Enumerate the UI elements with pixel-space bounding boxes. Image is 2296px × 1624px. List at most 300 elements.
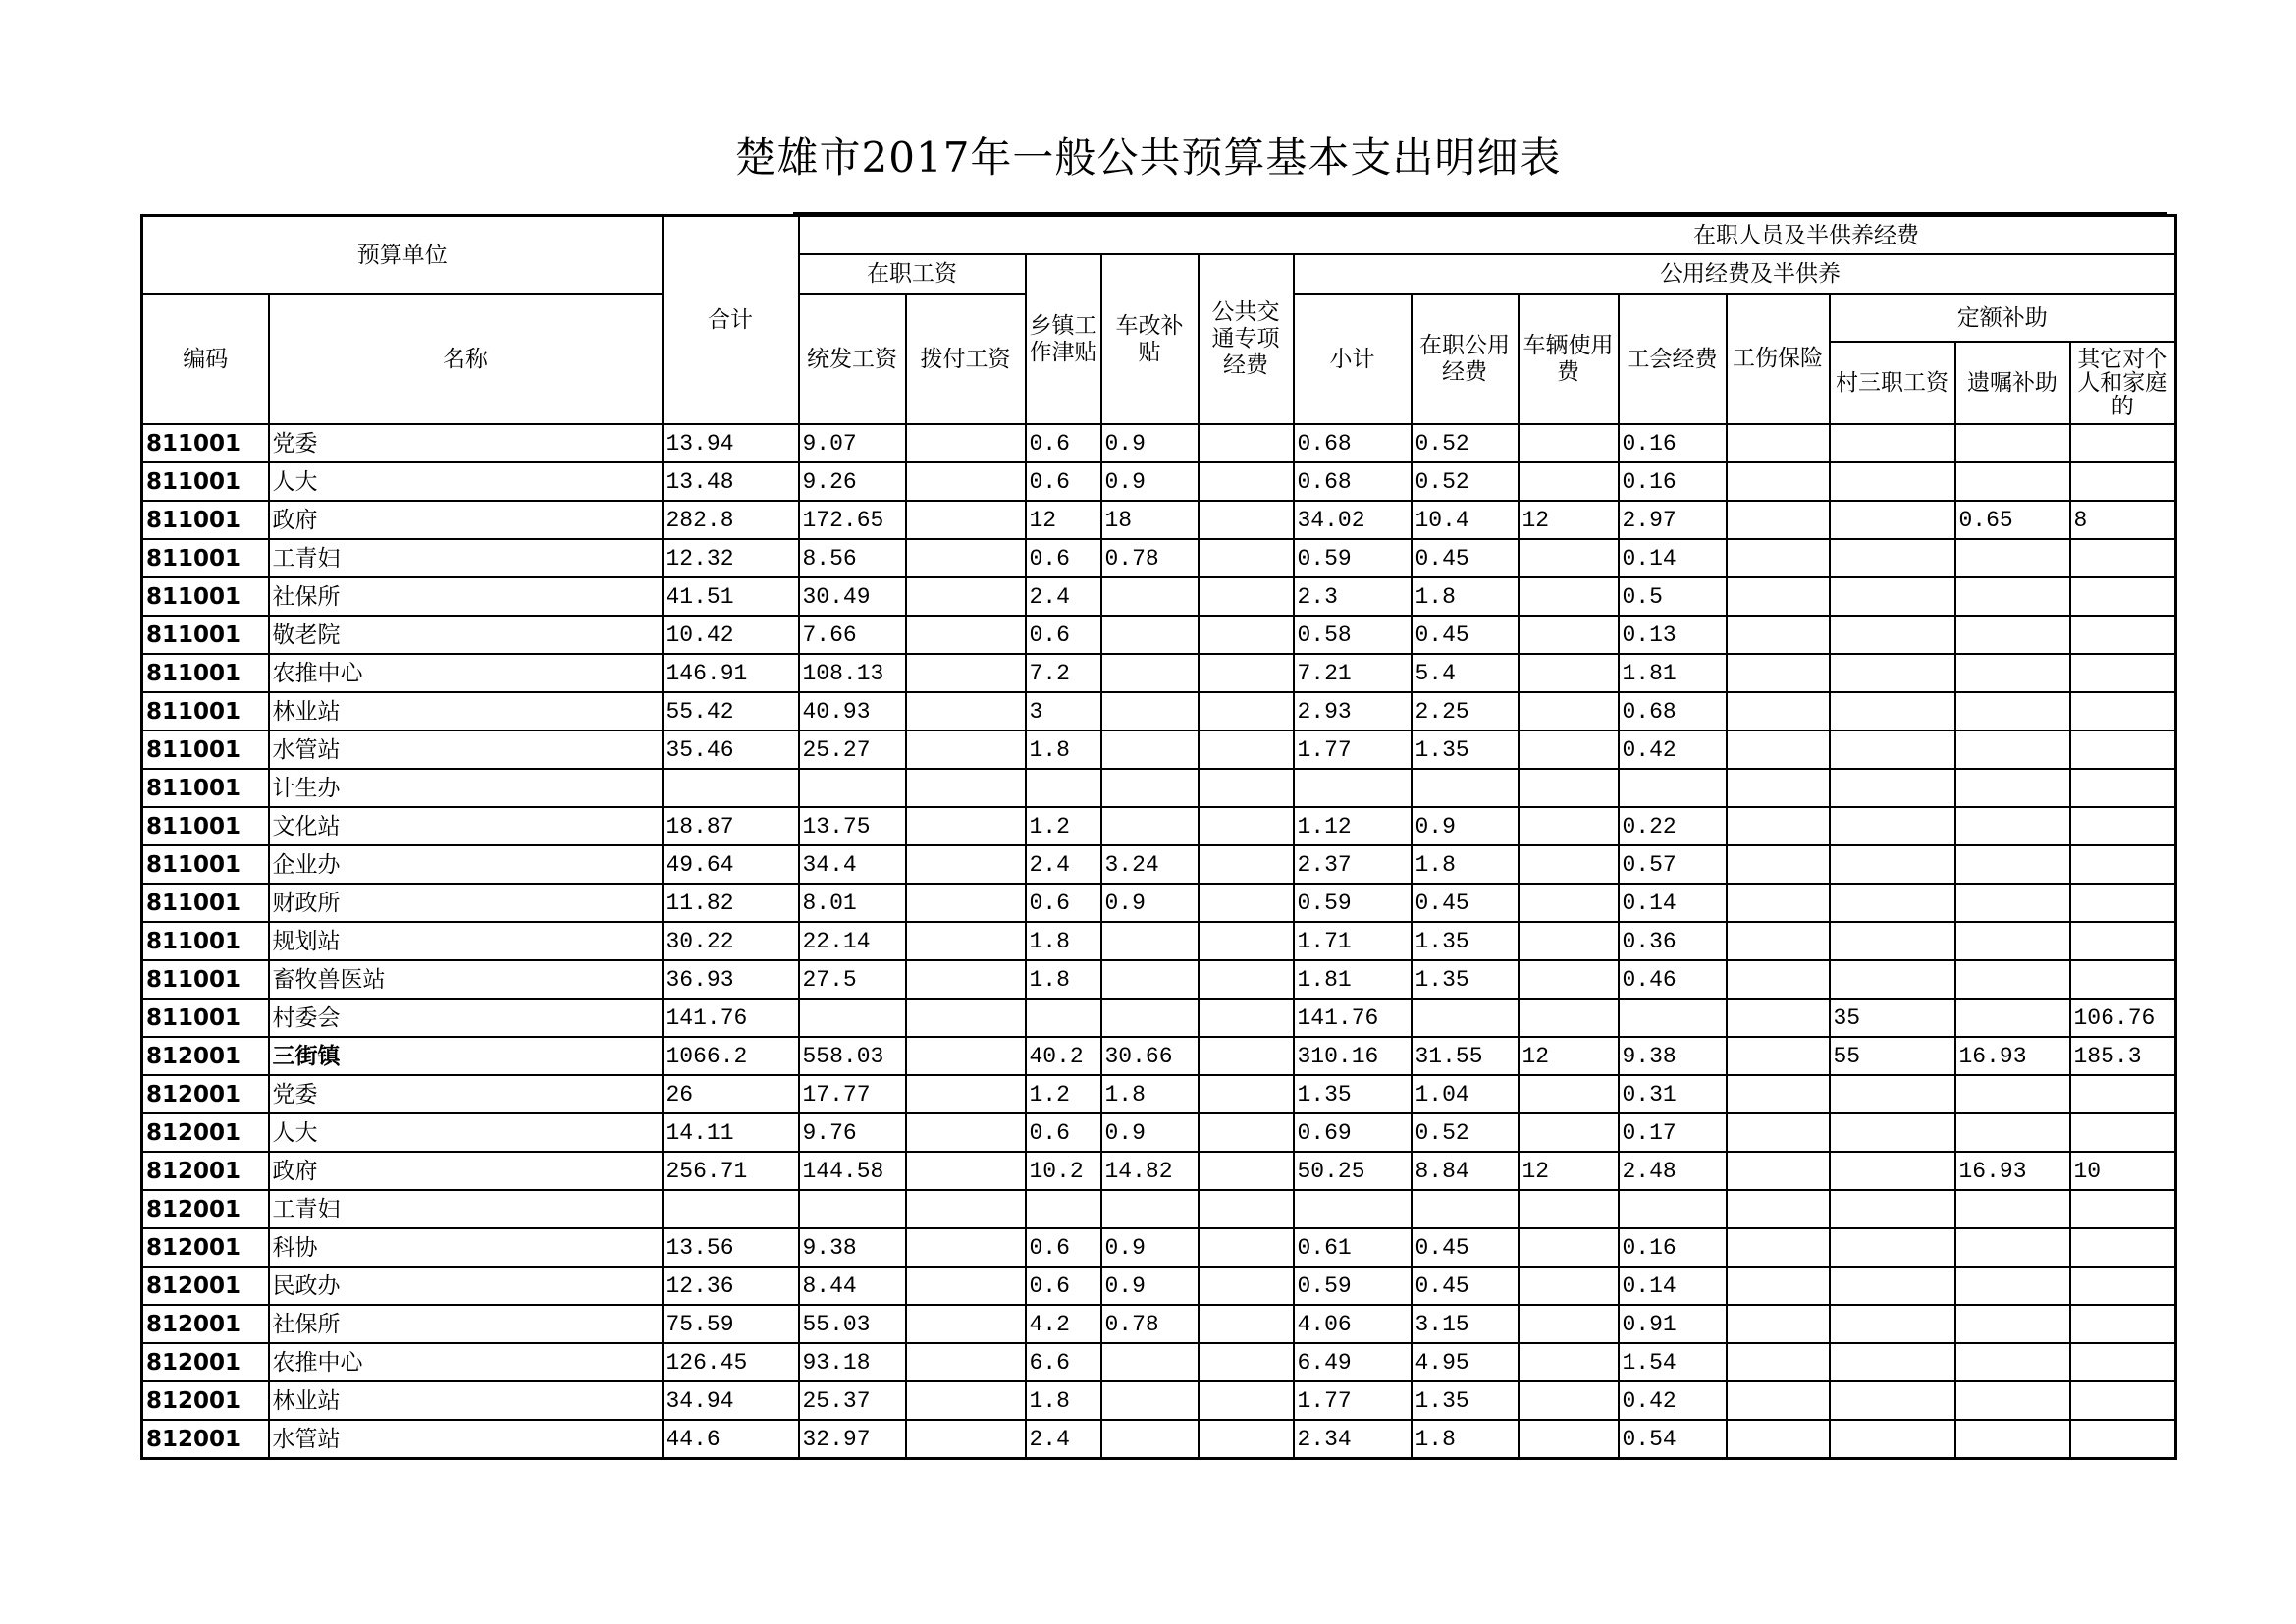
table-row xyxy=(142,1228,2176,1267)
cell-other xyxy=(2070,1420,2176,1459)
cell-subtotal: 1.35 xyxy=(1294,1075,1412,1113)
cell-township: 2.4 xyxy=(1026,845,1101,884)
cell-subtotal: 0.69 xyxy=(1294,1113,1412,1152)
table-row xyxy=(142,501,2176,539)
cell-union: 0.31 xyxy=(1619,1075,1727,1113)
cell-total: 44.6 xyxy=(663,1420,799,1459)
cell-vehicle xyxy=(1519,462,1619,501)
cell-vehicle xyxy=(1519,1381,1619,1420)
cell-village xyxy=(1830,1381,1955,1420)
cell-vehicle xyxy=(1519,1228,1619,1267)
cell-vehicle xyxy=(1519,1075,1619,1113)
cell-union: 1.81 xyxy=(1619,654,1727,692)
cell-code: 812001 xyxy=(142,1037,269,1075)
cell-unified: 27.5 xyxy=(799,960,906,999)
cell-car xyxy=(1101,999,1199,1037)
cell-transport xyxy=(1199,1113,1294,1152)
cell-transport xyxy=(1199,845,1294,884)
cell-allocated xyxy=(906,577,1026,616)
cell-village xyxy=(1830,922,1955,960)
cell-code: 812001 xyxy=(142,1343,269,1381)
cell-office: 8.84 xyxy=(1412,1152,1519,1190)
cell-allocated xyxy=(906,807,1026,845)
cell-other xyxy=(2070,654,2176,692)
cell-code: 812001 xyxy=(142,1228,269,1267)
cell-subtotal: 0.68 xyxy=(1294,424,1412,462)
cell-total: 36.93 xyxy=(663,960,799,999)
cell-survivor xyxy=(1955,1343,2070,1381)
cell-union xyxy=(1619,769,1727,807)
cell-office: 4.95 xyxy=(1412,1343,1519,1381)
cell-office: 10.4 xyxy=(1412,501,1519,539)
cell-other: 106.76 xyxy=(2070,999,2176,1037)
cell-unified: 7.66 xyxy=(799,616,906,654)
cell-total xyxy=(663,1190,799,1228)
cell-unified: 9.26 xyxy=(799,462,906,501)
header-village-staff-wages: 村三职工资 xyxy=(1830,342,1955,424)
cell-vehicle xyxy=(1519,1190,1619,1228)
cell-name: 农推中心 xyxy=(269,1343,663,1381)
cell-unified: 13.75 xyxy=(799,807,906,845)
cell-injury xyxy=(1727,577,1830,616)
cell-vehicle xyxy=(1519,1267,1619,1305)
cell-subtotal: 1.81 xyxy=(1294,960,1412,999)
cell-vehicle xyxy=(1519,999,1619,1037)
cell-allocated xyxy=(906,692,1026,731)
cell-survivor xyxy=(1955,616,2070,654)
cell-car xyxy=(1101,1190,1199,1228)
cell-office: 1.8 xyxy=(1412,845,1519,884)
cell-township: 0.6 xyxy=(1026,539,1101,577)
cell-township: 2.4 xyxy=(1026,577,1101,616)
cell-injury xyxy=(1727,884,1830,922)
cell-transport xyxy=(1199,1037,1294,1075)
cell-survivor: 0.65 xyxy=(1955,501,2070,539)
cell-car xyxy=(1101,960,1199,999)
header-code: 编码 xyxy=(142,294,269,424)
cell-code: 811001 xyxy=(142,654,269,692)
header-budget-unit: 预算单位 xyxy=(142,216,663,295)
table-row xyxy=(142,1075,2176,1113)
table-row xyxy=(142,1305,2176,1343)
cell-union: 9.38 xyxy=(1619,1037,1727,1075)
cell-union: 0.91 xyxy=(1619,1305,1727,1343)
cell-township: 1.8 xyxy=(1026,1381,1101,1420)
cell-vehicle xyxy=(1519,1343,1619,1381)
cell-code: 811001 xyxy=(142,577,269,616)
cell-car xyxy=(1101,807,1199,845)
header-vehicle-fee: 车辆使用费 xyxy=(1519,294,1619,424)
cell-injury xyxy=(1727,692,1830,731)
cell-total: 55.42 xyxy=(663,692,799,731)
cell-injury xyxy=(1727,424,1830,462)
cell-township: 2.4 xyxy=(1026,1420,1101,1459)
cell-vehicle xyxy=(1519,1420,1619,1459)
cell-unified: 9.38 xyxy=(799,1228,906,1267)
cell-transport xyxy=(1199,999,1294,1037)
cell-union: 0.16 xyxy=(1619,462,1727,501)
header-staff-wages: 在职工资 xyxy=(799,254,1026,294)
cell-survivor xyxy=(1955,1113,2070,1152)
cell-injury xyxy=(1727,1190,1830,1228)
cell-code: 811001 xyxy=(142,960,269,999)
cell-injury xyxy=(1727,1381,1830,1420)
cell-subtotal: 7.21 xyxy=(1294,654,1412,692)
cell-other xyxy=(2070,845,2176,884)
cell-transport xyxy=(1199,1190,1294,1228)
cell-car: 0.78 xyxy=(1101,1305,1199,1343)
cell-transport xyxy=(1199,807,1294,845)
cell-office: 2.25 xyxy=(1412,692,1519,731)
cell-subtotal: 0.59 xyxy=(1294,1267,1412,1305)
cell-code: 811001 xyxy=(142,539,269,577)
cell-other xyxy=(2070,922,2176,960)
cell-village xyxy=(1830,769,1955,807)
table-row xyxy=(142,807,2176,845)
cell-car: 1.8 xyxy=(1101,1075,1199,1113)
cell-allocated xyxy=(906,1381,1026,1420)
cell-name: 林业站 xyxy=(269,692,663,731)
cell-office: 1.35 xyxy=(1412,960,1519,999)
cell-village xyxy=(1830,845,1955,884)
cell-unified: 34.4 xyxy=(799,845,906,884)
cell-transport xyxy=(1199,577,1294,616)
cell-other: 10 xyxy=(2070,1152,2176,1190)
cell-unified xyxy=(799,1190,906,1228)
header-union-fee: 工会经费 xyxy=(1619,294,1727,424)
cell-transport xyxy=(1199,424,1294,462)
cell-survivor xyxy=(1955,1228,2070,1267)
cell-vehicle xyxy=(1519,424,1619,462)
cell-car: 18 xyxy=(1101,501,1199,539)
cell-subtotal: 141.76 xyxy=(1294,999,1412,1037)
cell-village xyxy=(1830,616,1955,654)
cell-village xyxy=(1830,424,1955,462)
cell-union: 0.16 xyxy=(1619,424,1727,462)
cell-survivor xyxy=(1955,1190,2070,1228)
cell-subtotal: 2.37 xyxy=(1294,845,1412,884)
header-office-public-funds: 在职公用经费 xyxy=(1412,294,1519,424)
cell-office: 0.45 xyxy=(1412,1228,1519,1267)
cell-subtotal: 0.58 xyxy=(1294,616,1412,654)
cell-other: 8 xyxy=(2070,501,2176,539)
cell-name: 人大 xyxy=(269,1113,663,1152)
cell-transport xyxy=(1199,616,1294,654)
header-quota-subsidy: 定额补助 xyxy=(1830,294,2176,342)
cell-other xyxy=(2070,960,2176,999)
cell-subtotal: 2.3 xyxy=(1294,577,1412,616)
cell-survivor: 16.93 xyxy=(1955,1037,2070,1075)
cell-name: 企业办 xyxy=(269,845,663,884)
table-row xyxy=(142,731,2176,769)
cell-village xyxy=(1830,1152,1955,1190)
cell-total: 26 xyxy=(663,1075,799,1113)
cell-injury xyxy=(1727,1075,1830,1113)
table-row xyxy=(142,1113,2176,1152)
cell-unified: 25.37 xyxy=(799,1381,906,1420)
cell-car: 0.9 xyxy=(1101,1228,1199,1267)
cell-unified: 22.14 xyxy=(799,922,906,960)
cell-unified: 17.77 xyxy=(799,1075,906,1113)
cell-survivor xyxy=(1955,769,2070,807)
cell-name: 财政所 xyxy=(269,884,663,922)
cell-allocated xyxy=(906,1305,1026,1343)
cell-transport xyxy=(1199,654,1294,692)
cell-allocated xyxy=(906,616,1026,654)
cell-name: 规划站 xyxy=(269,922,663,960)
cell-allocated xyxy=(906,462,1026,501)
cell-township: 0.6 xyxy=(1026,1267,1101,1305)
cell-village xyxy=(1830,807,1955,845)
cell-vehicle xyxy=(1519,884,1619,922)
cell-transport xyxy=(1199,960,1294,999)
cell-car xyxy=(1101,577,1199,616)
cell-car: 3.24 xyxy=(1101,845,1199,884)
cell-unified: 8.01 xyxy=(799,884,906,922)
cell-allocated xyxy=(906,1075,1026,1113)
cell-code: 812001 xyxy=(142,1267,269,1305)
header-total: 合计 xyxy=(663,216,799,425)
cell-allocated xyxy=(906,1113,1026,1152)
cell-subtotal: 6.49 xyxy=(1294,1343,1412,1381)
cell-car xyxy=(1101,1343,1199,1381)
cell-other xyxy=(2070,577,2176,616)
cell-allocated xyxy=(906,1267,1026,1305)
cell-survivor xyxy=(1955,654,2070,692)
cell-transport xyxy=(1199,692,1294,731)
cell-car xyxy=(1101,1420,1199,1459)
table-row xyxy=(142,845,2176,884)
table-row xyxy=(142,1420,2176,1459)
cell-total: 13.48 xyxy=(663,462,799,501)
cell-village xyxy=(1830,731,1955,769)
cell-subtotal: 50.25 xyxy=(1294,1152,1412,1190)
cell-code: 811001 xyxy=(142,424,269,462)
page-title: 楚雄市2017年一般公共预算基本支出明细表 xyxy=(734,134,1562,182)
cell-total: 1066.2 xyxy=(663,1037,799,1075)
cell-unified: 8.56 xyxy=(799,539,906,577)
cell-code: 812001 xyxy=(142,1152,269,1190)
cell-union: 0.22 xyxy=(1619,807,1727,845)
cell-other xyxy=(2070,769,2176,807)
cell-code: 812001 xyxy=(142,1190,269,1228)
cell-car: 0.9 xyxy=(1101,462,1199,501)
cell-subtotal: 0.61 xyxy=(1294,1228,1412,1267)
table-row xyxy=(142,1267,2176,1305)
table-row xyxy=(142,1190,2176,1228)
cell-union xyxy=(1619,999,1727,1037)
cell-other xyxy=(2070,462,2176,501)
cell-car: 0.78 xyxy=(1101,539,1199,577)
cell-subtotal: 1.77 xyxy=(1294,1381,1412,1420)
cell-other xyxy=(2070,424,2176,462)
header-staff-funds: 在职人员及半供养经费 xyxy=(799,216,2176,255)
cell-unified: 9.76 xyxy=(799,1113,906,1152)
cell-car: 0.9 xyxy=(1101,424,1199,462)
table-row xyxy=(142,424,2176,462)
cell-code: 811001 xyxy=(142,501,269,539)
cell-code: 811001 xyxy=(142,692,269,731)
cell-vehicle: 12 xyxy=(1519,1037,1619,1075)
cell-union: 0.57 xyxy=(1619,845,1727,884)
cell-vehicle xyxy=(1519,577,1619,616)
cell-unified xyxy=(799,769,906,807)
cell-union: 1.54 xyxy=(1619,1343,1727,1381)
cell-subtotal: 1.12 xyxy=(1294,807,1412,845)
cell-car: 0.9 xyxy=(1101,1113,1199,1152)
cell-subtotal xyxy=(1294,769,1412,807)
cell-name: 水管站 xyxy=(269,731,663,769)
table-row xyxy=(142,1343,2176,1381)
cell-injury xyxy=(1727,845,1830,884)
table-row xyxy=(142,462,2176,501)
cell-unified: 32.97 xyxy=(799,1420,906,1459)
cell-allocated xyxy=(906,654,1026,692)
cell-injury xyxy=(1727,1267,1830,1305)
cell-allocated xyxy=(906,1037,1026,1075)
cell-car: 0.9 xyxy=(1101,884,1199,922)
cell-other xyxy=(2070,1075,2176,1113)
cell-allocated xyxy=(906,424,1026,462)
cell-subtotal: 2.93 xyxy=(1294,692,1412,731)
table-row xyxy=(142,884,2176,922)
table-header xyxy=(142,216,2176,425)
cell-subtotal: 0.68 xyxy=(1294,462,1412,501)
cell-village xyxy=(1830,960,1955,999)
cell-car xyxy=(1101,922,1199,960)
cell-name: 科协 xyxy=(269,1228,663,1267)
cell-vehicle xyxy=(1519,769,1619,807)
cell-name: 工青妇 xyxy=(269,539,663,577)
header-survivor-subsidy: 遗嘱补助 xyxy=(1955,342,2070,424)
cell-union: 0.5 xyxy=(1619,577,1727,616)
cell-total: 12.32 xyxy=(663,539,799,577)
cell-survivor xyxy=(1955,1381,2070,1420)
table-row xyxy=(142,654,2176,692)
cell-township: 12 xyxy=(1026,501,1101,539)
cell-village xyxy=(1830,577,1955,616)
cell-total: 282.8 xyxy=(663,501,799,539)
cell-allocated xyxy=(906,1228,1026,1267)
cell-injury xyxy=(1727,960,1830,999)
cell-survivor xyxy=(1955,424,2070,462)
cell-union: 0.54 xyxy=(1619,1420,1727,1459)
cell-township: 3 xyxy=(1026,692,1101,731)
cell-township: 7.2 xyxy=(1026,654,1101,692)
cell-name: 社保所 xyxy=(269,577,663,616)
cell-township: 4.2 xyxy=(1026,1305,1101,1343)
cell-total xyxy=(663,769,799,807)
cell-township: 6.6 xyxy=(1026,1343,1101,1381)
cell-unified: 144.58 xyxy=(799,1152,906,1190)
cell-injury xyxy=(1727,1420,1830,1459)
cell-village xyxy=(1830,539,1955,577)
cell-vehicle xyxy=(1519,960,1619,999)
cell-total: 49.64 xyxy=(663,845,799,884)
cell-unified: 25.27 xyxy=(799,731,906,769)
cell-union: 0.16 xyxy=(1619,1228,1727,1267)
table-row xyxy=(142,960,2176,999)
cell-union: 0.46 xyxy=(1619,960,1727,999)
cell-other xyxy=(2070,1267,2176,1305)
cell-subtotal: 2.34 xyxy=(1294,1420,1412,1459)
cell-township: 0.6 xyxy=(1026,1228,1101,1267)
cell-township: 40.2 xyxy=(1026,1037,1101,1075)
cell-injury xyxy=(1727,1037,1830,1075)
header-allocated-wages: 拨付工资 xyxy=(906,294,1026,424)
cell-village xyxy=(1830,1267,1955,1305)
table-row xyxy=(142,1037,2176,1075)
cell-office: 1.8 xyxy=(1412,577,1519,616)
cell-survivor xyxy=(1955,692,2070,731)
cell-injury xyxy=(1727,462,1830,501)
cell-allocated xyxy=(906,731,1026,769)
cell-vehicle xyxy=(1519,1305,1619,1343)
cell-injury xyxy=(1727,616,1830,654)
cell-transport xyxy=(1199,1305,1294,1343)
cell-code: 811001 xyxy=(142,999,269,1037)
cell-allocated xyxy=(906,539,1026,577)
cell-code: 811001 xyxy=(142,616,269,654)
cell-code: 811001 xyxy=(142,884,269,922)
cell-vehicle xyxy=(1519,616,1619,654)
cell-survivor xyxy=(1955,1305,2070,1343)
cell-township: 1.2 xyxy=(1026,1075,1101,1113)
table-row xyxy=(142,999,2176,1037)
cell-survivor xyxy=(1955,960,2070,999)
cell-injury xyxy=(1727,1343,1830,1381)
cell-other xyxy=(2070,731,2176,769)
cell-unified: 30.49 xyxy=(799,577,906,616)
cell-township xyxy=(1026,999,1101,1037)
cell-other xyxy=(2070,616,2176,654)
cell-office xyxy=(1412,999,1519,1037)
cell-total: 141.76 xyxy=(663,999,799,1037)
cell-village xyxy=(1830,1228,1955,1267)
cell-township: 1.8 xyxy=(1026,960,1101,999)
cell-total: 30.22 xyxy=(663,922,799,960)
cell-transport xyxy=(1199,1228,1294,1267)
cell-office: 0.52 xyxy=(1412,1113,1519,1152)
cell-unified: 108.13 xyxy=(799,654,906,692)
cell-survivor xyxy=(1955,577,2070,616)
cell-other xyxy=(2070,539,2176,577)
cell-office: 0.52 xyxy=(1412,424,1519,462)
cell-name: 文化站 xyxy=(269,807,663,845)
cell-union: 0.14 xyxy=(1619,539,1727,577)
cell-subtotal: 4.06 xyxy=(1294,1305,1412,1343)
cell-code: 811001 xyxy=(142,922,269,960)
cell-allocated xyxy=(906,845,1026,884)
cell-vehicle xyxy=(1519,539,1619,577)
cell-injury xyxy=(1727,807,1830,845)
cell-injury xyxy=(1727,769,1830,807)
cell-car xyxy=(1101,769,1199,807)
cell-transport xyxy=(1199,769,1294,807)
cell-allocated xyxy=(906,501,1026,539)
cell-subtotal: 1.77 xyxy=(1294,731,1412,769)
cell-vehicle xyxy=(1519,692,1619,731)
cell-unified: 55.03 xyxy=(799,1305,906,1343)
cell-total: 13.94 xyxy=(663,424,799,462)
cell-township: 0.6 xyxy=(1026,616,1101,654)
cell-office: 0.9 xyxy=(1412,807,1519,845)
cell-office xyxy=(1412,1190,1519,1228)
table-row xyxy=(142,1152,2176,1190)
cell-office: 0.45 xyxy=(1412,884,1519,922)
header-injury-insurance: 工伤保险 xyxy=(1727,294,1830,424)
cell-office: 1.04 xyxy=(1412,1075,1519,1113)
